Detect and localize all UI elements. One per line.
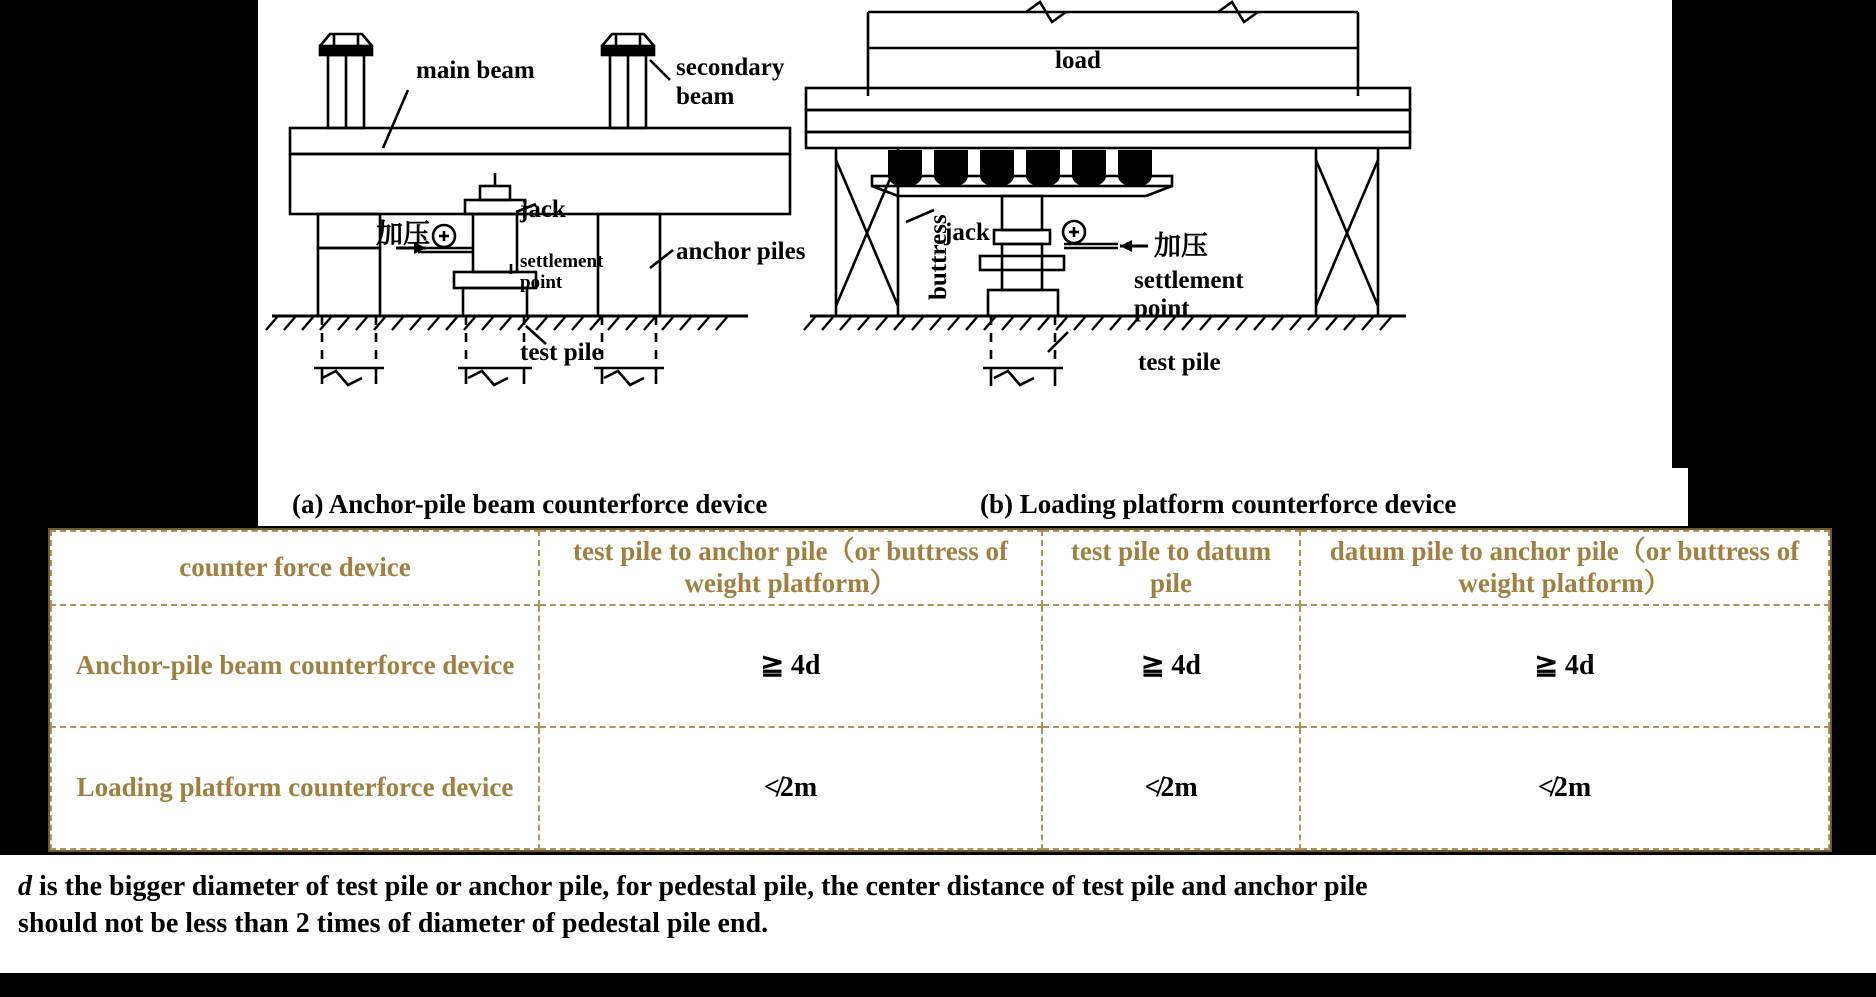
label-jack-a: jack: [520, 196, 566, 223]
label-load: load: [1055, 47, 1101, 74]
label-test-pile-b: test pile: [1138, 349, 1221, 376]
spec-table-panel: [48, 528, 1832, 852]
cell-anchor-datum-to-anchor: ≧ 4d: [1300, 605, 1829, 727]
row-label-loading-platform: Loading platform counterforce device: [51, 727, 539, 849]
th-test-to-anchor: test pile to anchor pile（or buttress of weight platform）: [539, 531, 1042, 605]
label-pressurize-b: 加压: [1154, 231, 1208, 262]
note-panel: [0, 852, 1876, 973]
th-counter-force-device: counter force device: [51, 531, 539, 605]
table-row: [51, 727, 1829, 849]
spec-table: [50, 530, 1830, 850]
label-settlement-a1: settlement: [520, 251, 604, 272]
cell-platform-datum-to-anchor: ≮2m: [1300, 727, 1829, 849]
note-line-2: should not be less than 2 times of diameter of pedestal pile end.: [18, 907, 769, 939]
note-line-1: d is the bigger diameter of test pile or anchor pile, for pedestal pile, the center distance of test pile and anchor pile: [18, 871, 1368, 902]
th-test-to-datum: test pile to datum pile: [1042, 531, 1300, 605]
cell-platform-test-to-datum: ≮2m: [1042, 727, 1300, 849]
label-settlement-a2: point: [520, 272, 563, 293]
cell-anchor-test-to-datum: ≧ 4d: [1042, 605, 1300, 727]
label-jack-b: jack: [944, 219, 990, 246]
table-row: [51, 605, 1829, 727]
label-main-beam: main beam: [416, 57, 535, 84]
label-pressurize-a: 加压: [376, 219, 430, 250]
figure-svg: [258, 0, 1672, 492]
label-buttress: buttress: [925, 214, 952, 300]
caption-panel-b: (b) Loading platform counterforce device: [980, 489, 1457, 519]
label-settlement-b1: settlement: [1134, 267, 1244, 294]
cell-anchor-test-to-anchor: ≧ 4d: [539, 605, 1042, 727]
label-test-pile-a: test pile: [520, 339, 603, 366]
label-settlement-b2: point: [1134, 295, 1190, 322]
label-secondary-beam-2: beam: [676, 83, 735, 110]
row-label-anchor-pile-beam: Anchor-pile beam counterforce device: [51, 605, 539, 727]
th-datum-to-anchor: datum pile to anchor pile（or buttress of weight platform）: [1300, 531, 1829, 605]
label-secondary-beam-1: secondary: [676, 54, 785, 81]
note-text: [18, 869, 1858, 943]
cell-platform-test-to-anchor: ≮2m: [539, 727, 1042, 849]
label-anchor-piles: anchor piles: [676, 238, 806, 265]
table-header-row: [51, 531, 1829, 605]
caption-panel-a: (a) Anchor-pile beam counterforce device: [292, 489, 768, 519]
figure-panel: [258, 0, 1672, 492]
